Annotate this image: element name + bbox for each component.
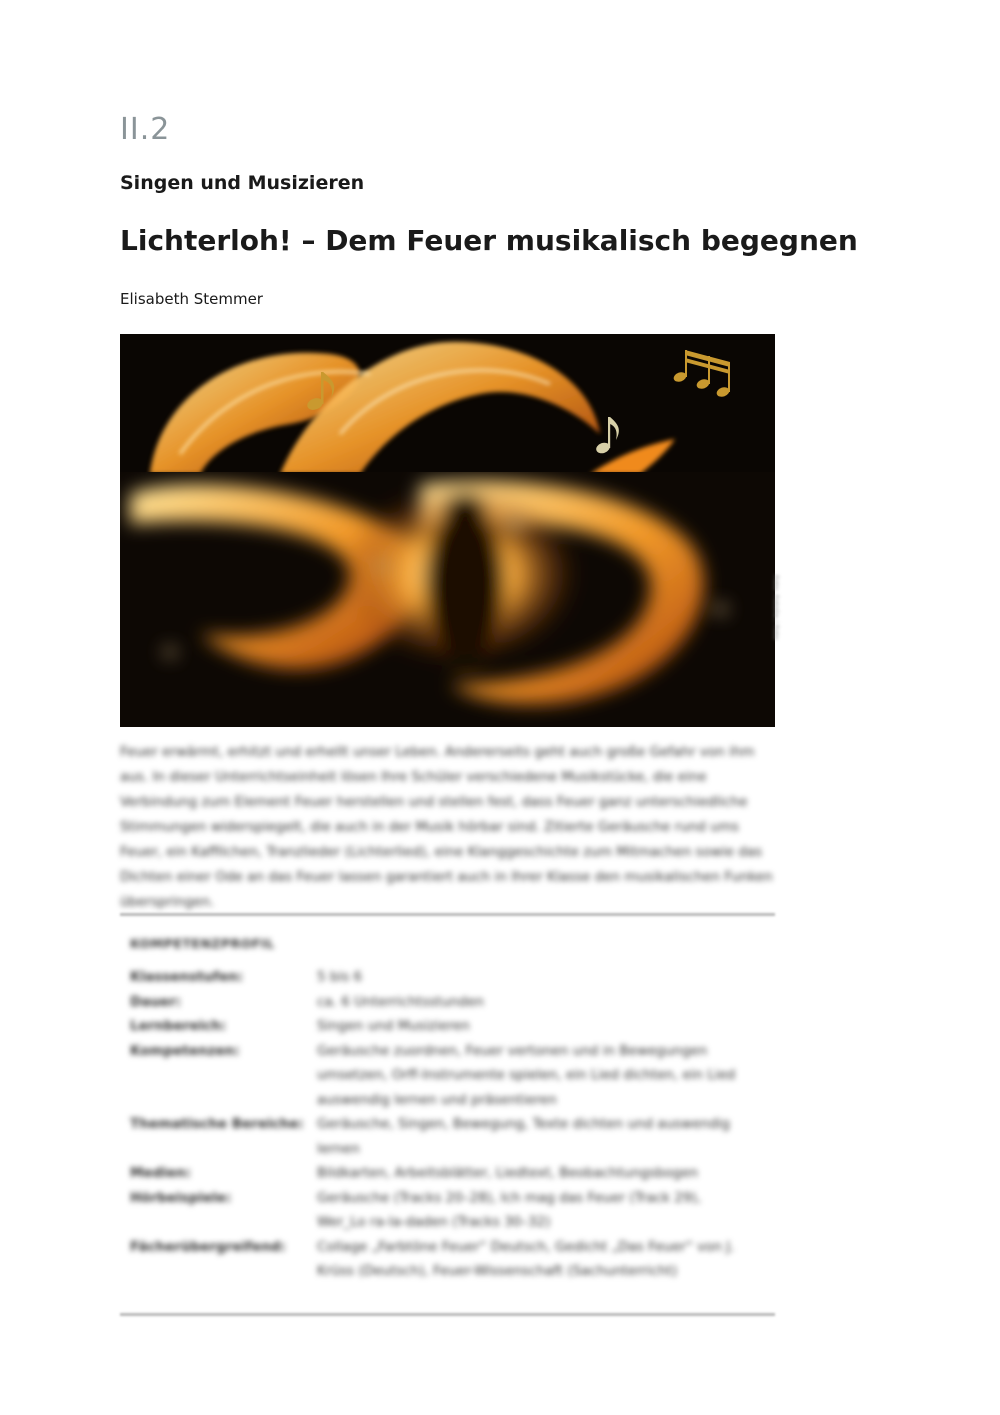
profile-label: Thematische Bereiche: xyxy=(130,1116,304,1132)
profile-value: Collage „Farbtöne Feuer“ Deutsch, Gedicht „Das Feuer“ von J. Krüss (Deutsch), Feuer-Wissenschaft (Sachunterricht) xyxy=(317,1238,735,1279)
competence-profile xyxy=(130,936,770,1284)
profile-row xyxy=(130,990,770,1015)
profile-label: Medien: xyxy=(130,1165,192,1181)
profile-label: Kompetenzen: xyxy=(130,1042,240,1059)
author-name: Elisabeth Stemmer xyxy=(120,290,263,308)
profile-label: Dauer: xyxy=(130,993,182,1010)
profile-value: Geräusche zuordnen, Feuer vertonen und in Bewegungen umsetzen, Orff-Instrumente spielen, ein Lied dichten, ein Lied auswendig lernen und präsentieren xyxy=(317,1042,736,1108)
profile-row xyxy=(130,1112,770,1161)
profile-value: Geräusche (Tracks 20–28), Ich mag das Feuer (Track 29), Wer_Lo ra-la-daden (Tracks 30–32) xyxy=(317,1189,701,1230)
profile-value: Singen und Musizieren xyxy=(317,1018,470,1034)
divider-bottom xyxy=(120,1313,775,1316)
flame-swirl-blurred xyxy=(120,472,775,727)
profile-row xyxy=(130,1235,770,1284)
profile-label: Hörbeispiele: xyxy=(130,1189,232,1206)
page-title: Lichterloh! – Dem Feuer musikalisch begegnen xyxy=(120,224,858,257)
profile-row xyxy=(130,1161,770,1186)
profile-label: Klassenstufen: xyxy=(130,969,244,985)
profile-label: Lernbereich: xyxy=(130,1018,227,1034)
section-title: Singen und Musizieren xyxy=(120,172,365,194)
profile-heading: KOMPETENZPROFIL xyxy=(130,936,275,951)
profile-label: Fächerübergreifend: xyxy=(130,1238,286,1255)
fire-dancer-image xyxy=(120,334,775,727)
profile-row xyxy=(130,1014,770,1039)
profile-value: Bildkarten, Arbeitsblätter, Liedtext, Beobachtungsbogen xyxy=(317,1165,699,1181)
profile-row xyxy=(130,1039,770,1113)
intro-paragraph: Feuer erwärmt, erhitzt und erhellt unser Leben. Andererseits geht auch große Gefahr von ihm aus. In dieser Unterrichtseinheit lösen Ihre Schüler verschiedene Musikstücke, die eine Verbindung zum Element Feuer herstellen und stellen fest, dass Feuer ganz unterschiedliche Stimmungen widerspiegelt, die auch in der Musik hörbar sind. Zitierte Geräusche rund ums Feuer, ein Kaffilchen, Tranzlieder (Lichterlied), eine Klanggeschichte zum Mitmachen sowie das Dichten einer Ode an das Feuer lassen garantiert auch in Ihrer Klasse den musikalischen Funken überspringen. xyxy=(120,744,773,910)
profile-row xyxy=(130,1186,770,1235)
photo-credit: Foto: Fotolia / Foto xyxy=(772,575,780,640)
profile-row xyxy=(130,965,770,990)
divider-top xyxy=(120,913,775,916)
profile-value: Geräusche, Singen, Bewegung, Texte dichten und auswendig lernen xyxy=(317,1116,730,1157)
profile-value: ca. 6 Unterrichtsstunden xyxy=(317,993,484,1010)
profile-value: 5 bis 6 xyxy=(317,969,363,985)
chapter-number: II.2 xyxy=(120,112,171,147)
